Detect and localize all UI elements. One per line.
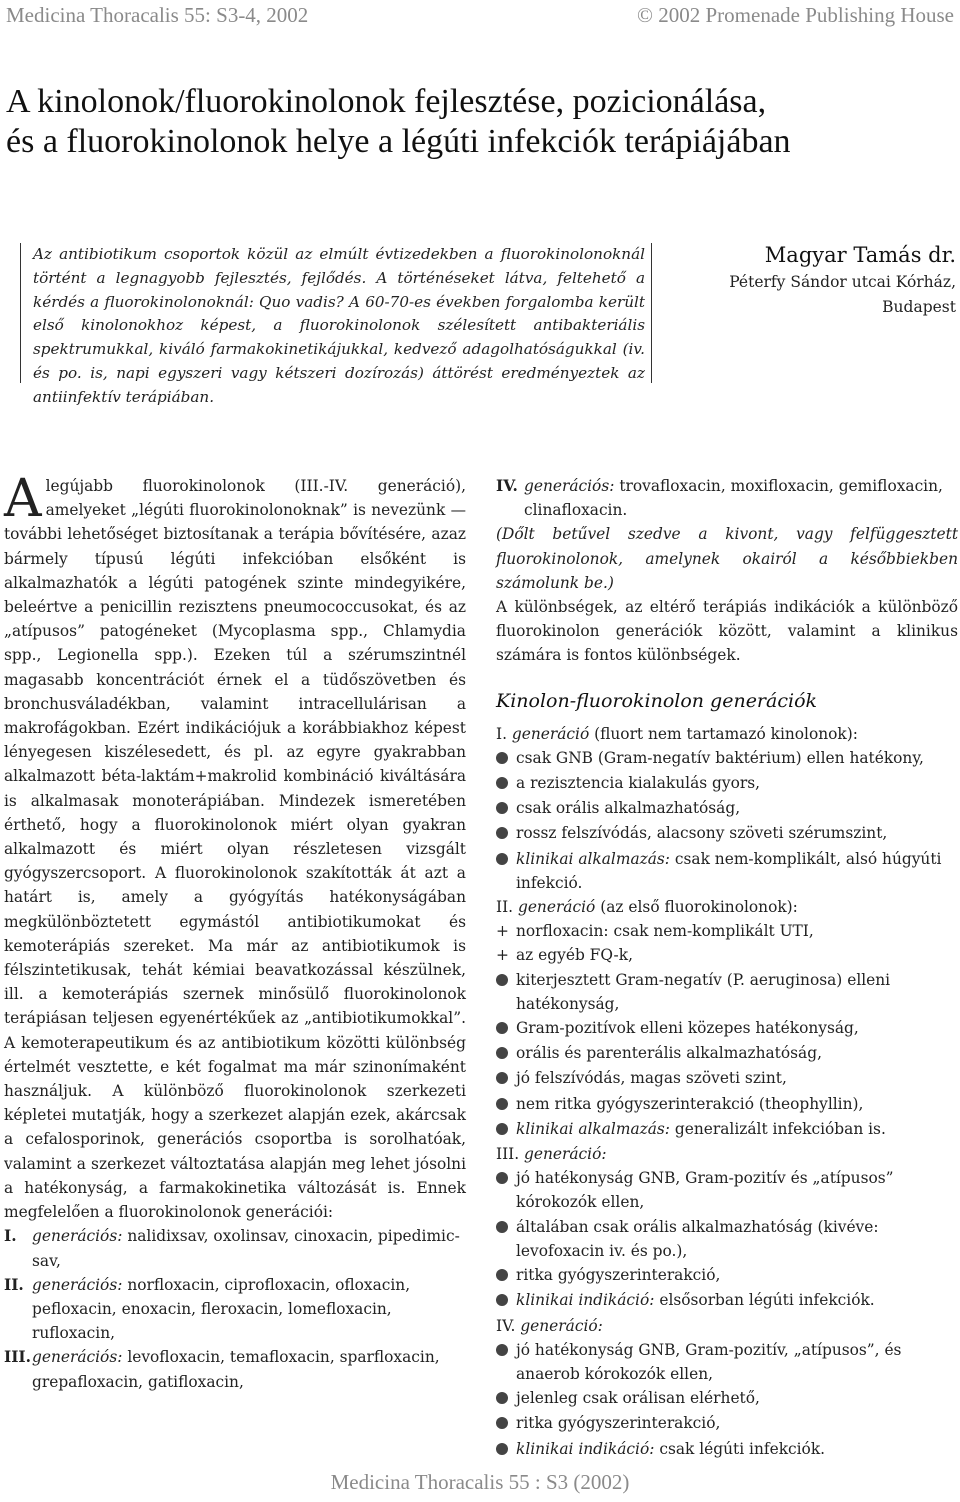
list-item: [496, 1437, 958, 1462]
bullet-icon: [496, 1166, 516, 1214]
bullet-dot-icon: [496, 827, 508, 839]
list-item-body: általában csak orális alkalmazhatóság (kivéve: levofoxacin iv. és po.),: [516, 1217, 879, 1260]
bullet-icon: [496, 1338, 516, 1386]
list-item-text: [516, 1041, 958, 1066]
list-item-text: [516, 1411, 958, 1436]
generation-description: (az első fluorokinolonok):: [600, 898, 798, 917]
list-item: [496, 1066, 958, 1091]
list-item-label: klinikai indikáció:: [516, 1291, 655, 1310]
generation-heading: [496, 722, 958, 746]
list-item-text: [516, 1066, 958, 1091]
bullet-dot-icon: [496, 1392, 508, 1404]
generation-number: II.: [496, 898, 514, 917]
list-item: [496, 919, 958, 943]
list-item-body: nem ritka gyógyszerinterakció (theophyllin),: [516, 1094, 864, 1113]
list-item-text: [516, 1288, 958, 1313]
copyright-notice: © 2002 Promenade Publishing House: [637, 3, 954, 27]
abstract-text: Az antibiotikum csoportok közül az elmúlt évtizedekben a fluorokinolonoknál történt a legnagyobb fejlesztés, fejlődés. A történéseket látva, feltehető a kérdés a fluorokinolonoknál: Quo vadis? A 60-70-es években forgalomba került első kinolonokhoz képest, a fluorokinolonok szélesített antibakteriális spektrumukkal, kiváló farmakokinetikájukkal, kedvező adagolhatóságukkal (iv. és po. is, napi egyszeri vagy kétszeri dozírozás) áttörést eredményeztek az antiinfektív terápiában.: [33, 245, 645, 406]
generation-number: I.: [4, 1227, 17, 1246]
bullet-dot-icon: [496, 1344, 508, 1356]
list-item-body: generalizált infekcióban is.: [674, 1119, 886, 1138]
list-item-text: [516, 919, 958, 943]
list-item-body: csak nem-komplikált, alsó húgyúti infekció.: [516, 849, 942, 892]
list-item: [496, 771, 958, 796]
list-item-body: kiterjesztett Gram-negatív (P. aeruginosa) elleni hatékonyság,: [516, 970, 891, 1013]
right-column: [496, 474, 958, 1462]
generation-label: generációs:: [32, 1275, 123, 1294]
list-item-body: az egyéb FQ-k,: [516, 946, 633, 965]
generation-number: II.: [4, 1275, 24, 1294]
author-affiliation-1: Péterfy Sándor utcai Kórház,: [729, 273, 956, 291]
title-line-1: A kinolonok/fluorokinolonok fejlesztése, pozicionálása,: [6, 83, 767, 120]
generation-number: I.: [496, 724, 507, 743]
plus-icon: +: [496, 946, 509, 965]
generation-label: generáció: [517, 898, 596, 917]
list-item-text: [516, 1016, 958, 1041]
list-item-body: elsősorban légúti infekciók.: [659, 1291, 875, 1310]
bullet-dot-icon: [496, 1443, 508, 1455]
bullet-icon: [496, 847, 516, 895]
differences-paragraph: A különbségek, az eltérő terápiás indikációk a különböző fluorokinolon generációk között, valamint a klinikus számára is fontos különbségek.: [496, 598, 958, 665]
bullet-dot-icon: [496, 1123, 508, 1135]
bullet-dot-icon: [496, 802, 508, 814]
list-item-text: [516, 821, 958, 846]
generation-heading: [496, 1314, 958, 1338]
list-item-text: [516, 943, 958, 967]
intro-text: legújabb fluorokinolonok (III.-IV. generáció), amelyeket „légúti fluorokinolonoknak” is nevezünk — további lehetőséget biztosítanak a terápia bővítésére, azaz bármely típusú légúti infekcióban elsőként is alkalmazhatók a légúti patogének szinte mindegyikére, beleértve a penicillin rezisztens pneumococcusokat, és az „atípusos” patogéneket (Mycoplasma spp., Chlamydia spp., Legionella spp.). Ezeken túl a szérumszintnél magasabb koncentrációt érnek el a tüdőszövetben és bronchusváladékban, valamint intracellulárisan a makrofágokban. Ezért indikációjuk a korábbiakhoz képest lényegesen kiszélesedett, és pl. az egyre gyakrabban alkalmazott béta-laktám+makrolid kombináció kiváltására is alkalmasak monoterápiában. Mindezek ismeretében érthető, hogy a fluorokinolonok miért olyan gyakran alkalmazott és miért olyan részletesen vizsgált gyógyszercsoport. A fluorokinolonok szakították át azt a határt is, amely a gyógyítás hatékonyságában megkülönböztetett egymástól antibiotikumokat és kemoterápiás szereket. Ma már az antibiotikumok is félszintetikusak, tehát kémiai beavatkozással készülnek, ill. a kemoterápiás szernek minősülő fluorokinolonok terápiásan teljesen egyenértékűek az „antibiotikumokkal”. A kemoterapeutikum és az antibiotikum közötti különbség értelmét vesztette, e két fogalmat ma már szinonímaként használjuk. A különböző fluorokinolonok szerkezeti képletei mutatják, hogy a szerkezet alapján ezek, akárcsak a cefalosporinok, generációs csoportba is sorolhatóak, valamint a szerkezet változtatása alapján meg lehet jósolni a hatékonyság, a farmakokinetika változását is. Ennek megfelelően a fluorokinolonok generációi:: [4, 477, 466, 1222]
bullet-dot-icon: [496, 777, 508, 789]
italic-note: (Dőlt betűvel szedve a kivont, vagy felfüggesztett fluorokinolonok, amelynek okairól a későbbiekben számolunk be.): [496, 525, 958, 592]
generation-description: (fluort nem tartamazó kinolonok):: [594, 724, 858, 743]
bullet-dot-icon: [496, 752, 508, 764]
list-item: [496, 1338, 958, 1386]
title-line-2: és a fluorokinolonok helye a légúti infekciók terápiájában: [6, 123, 791, 160]
author-affiliation-2: Budapest: [882, 298, 956, 316]
bullet-icon: [496, 1041, 516, 1066]
intro-paragraph: [4, 469, 466, 1224]
generation-label: generáció:: [524, 1145, 607, 1164]
page-footer: Medicina Thoracalis 55 : S3 (2002): [330, 1470, 630, 1494]
bullet-dot-icon: [496, 1047, 508, 1059]
list-item-text: [516, 1437, 958, 1462]
generation-text: [32, 1224, 466, 1272]
author-name: Magyar Tamás dr.: [764, 243, 956, 267]
bullet-icon: [496, 1437, 516, 1462]
list-item-text: [516, 771, 958, 796]
list-item-text: [516, 968, 958, 1016]
list-item-label: klinikai alkalmazás:: [516, 1119, 670, 1138]
bullet-icon: [496, 1215, 516, 1263]
list-item-body: jó hatékonyság GNB, Gram-pozitív, „atípusos”, és anaerob kórokozók ellen,: [516, 1340, 902, 1383]
generation-heading: [496, 1142, 958, 1166]
generation-drugs: nalidixsav, oxolinsav, cinoxacin, pipedimic-sav,: [32, 1227, 460, 1270]
generation-sections: [496, 722, 958, 1462]
bullet-dot-icon: [496, 1098, 508, 1110]
generation-item: [4, 1345, 466, 1393]
list-item-body: a rezisztencia kialakulás gyors,: [516, 774, 760, 793]
bullet-dot-icon: [496, 1294, 508, 1306]
generation-label: generáció:: [520, 1316, 603, 1335]
list-item-body: orális és parenterális alkalmazhatóság,: [516, 1044, 822, 1063]
list-item-text: [516, 847, 958, 895]
list-item-label: klinikai indikáció:: [516, 1439, 655, 1458]
generation-item: [4, 1224, 466, 1272]
list-item: [496, 796, 958, 821]
list-item-body: norfloxacin: csak nem-komplikált UTI,: [516, 922, 814, 941]
list-item-body: Gram-pozitívok elleni közepes hatékonyság,: [516, 1019, 859, 1038]
generation-heading: [496, 895, 958, 919]
list-item-label: klinikai alkalmazás:: [516, 849, 670, 868]
generation-item-iv: [496, 474, 958, 522]
bullet-dot-icon: [496, 1417, 508, 1429]
generation-text: [32, 1273, 466, 1346]
generation-number: IV.: [496, 1316, 516, 1335]
bullet-dot-icon: [496, 974, 508, 986]
bullet-icon: [496, 1117, 516, 1142]
bullet-icon: [496, 1016, 516, 1041]
generation-label: generációs:: [32, 1348, 123, 1367]
article-title: [6, 82, 956, 162]
list-item-text: [516, 746, 958, 771]
generation-label: generációs:: [524, 477, 615, 495]
list-item: [496, 1092, 958, 1117]
bullet-icon: [496, 821, 516, 846]
list-item: [496, 1386, 958, 1411]
bullet-icon: [496, 746, 516, 771]
list-item: [496, 1263, 958, 1288]
list-item-body: csak GNB (Gram-negatív baktérium) ellen hatékony,: [516, 748, 924, 767]
bullet-dot-icon: [496, 1072, 508, 1084]
list-item-body: ritka gyógyszerinterakció,: [516, 1414, 721, 1433]
left-column: [4, 469, 466, 1394]
list-item-text: [516, 1215, 958, 1263]
bullet-dot-icon: [496, 1269, 508, 1281]
bullet-icon: [496, 1411, 516, 1436]
list-item: [496, 943, 958, 967]
journal-citation: Medicina Thoracalis 55: S3-4, 2002: [6, 3, 309, 27]
list-item-text: [516, 796, 958, 821]
list-item: [496, 1288, 958, 1313]
list-item-body: jó felszívódás, magas szöveti szint,: [516, 1069, 787, 1088]
bullet-dot-icon: [496, 1172, 508, 1184]
list-item: [496, 847, 958, 895]
generation-number: IV.: [496, 477, 518, 495]
list-item-text: [516, 1263, 958, 1288]
list-item-body: csak légúti infekciók.: [659, 1439, 826, 1458]
bullet-icon: [496, 1263, 516, 1288]
generation-drugs: trovafloxacin, moxifloxacin, gemifloxacin, clinafloxacin.: [524, 477, 943, 520]
list-item: [496, 1411, 958, 1436]
list-item-text: [516, 1386, 958, 1411]
bullet-icon: [496, 771, 516, 796]
list-item-text: [516, 1117, 958, 1142]
list-item: [496, 821, 958, 846]
list-item: [496, 746, 958, 771]
author-block: [700, 240, 956, 320]
generation-drugs: levofloxacin, temafloxacin, sparfloxacin, grepafloxacin, gatifloxacin,: [32, 1348, 440, 1391]
bullet-dot-icon: [496, 853, 508, 865]
list-item: [496, 1041, 958, 1066]
list-item-text: [516, 1092, 958, 1117]
bullet-icon: [496, 1386, 516, 1411]
abstract-box: [20, 243, 652, 406]
list-item-body: jelenleg csak orálisan elérhető,: [516, 1389, 760, 1408]
list-item-body: csak orális alkalmazhatóság,: [516, 799, 741, 818]
list-item: [496, 968, 958, 1016]
generation-number: III.: [4, 1348, 31, 1367]
generation-label: generáció: [511, 724, 590, 743]
list-item: [496, 1166, 958, 1214]
generation-list: [4, 1224, 466, 1393]
bullet-icon: [496, 1288, 516, 1313]
list-item: [496, 1117, 958, 1142]
bullet-dot-icon: [496, 1022, 508, 1034]
list-item-text: [516, 1338, 958, 1386]
list-item-text: [516, 1166, 958, 1214]
bullet-icon: [496, 796, 516, 821]
list-item: [496, 1215, 958, 1263]
generation-label: generációs:: [32, 1227, 123, 1246]
generation-number: III.: [496, 1145, 520, 1164]
list-item-body: rossz felszívódás, alacsony szöveti szérumszint,: [516, 824, 888, 843]
bullet-icon: [496, 968, 516, 1016]
generation-text: [32, 1345, 466, 1393]
drop-cap: A: [4, 469, 42, 529]
bullet-icon: [496, 1066, 516, 1091]
generation-drugs: norfloxacin, ciprofloxacin, ofloxacin, pefloxacin, enoxacin, fleroxacin, lomefloxacin, rufloxacin,: [32, 1275, 411, 1343]
list-item-body: jó hatékonyság GNB, Gram-pozitív és „atípusos” kórokozók ellen,: [516, 1169, 894, 1212]
section-title: Kinolon-fluorokinolon generációk: [496, 689, 818, 712]
plus-icon: +: [496, 922, 509, 941]
bullet-icon: [496, 1092, 516, 1117]
list-item: [496, 1016, 958, 1041]
generation-item: [4, 1273, 466, 1346]
bullet-dot-icon: [496, 1221, 508, 1233]
list-item-body: ritka gyógyszerinterakció,: [516, 1266, 721, 1285]
